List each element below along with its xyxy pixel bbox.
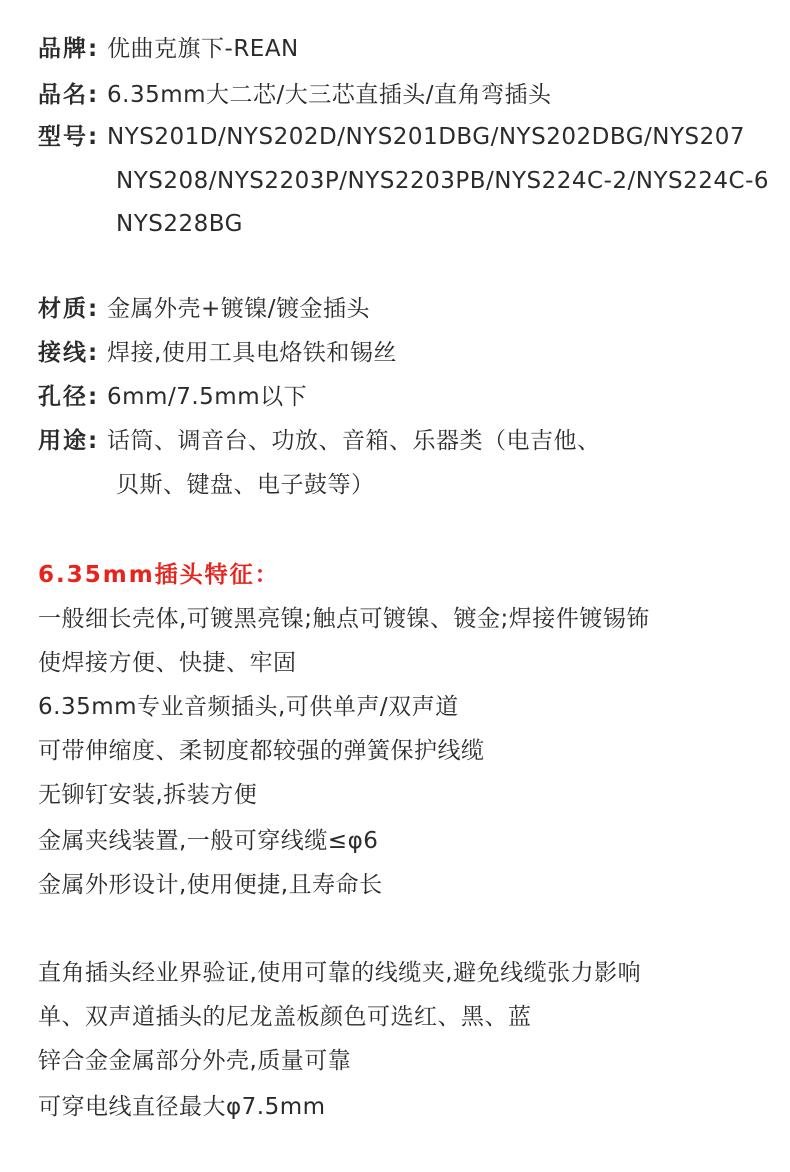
feature-line: 金属外形设计,使用便捷,且寿命长 xyxy=(38,872,383,898)
model-value-line-3: NYS228BG xyxy=(116,211,243,237)
feature-line: 无铆钉安装,拆装方便 xyxy=(38,782,258,808)
model-value-line-2: NYS208/NYS2203P/NYS2203PB/NYS224C-2/NYS224C-6 xyxy=(116,168,770,194)
material-row xyxy=(38,292,370,326)
product-name-value: 6.35mm大二芯/大三芯直插头/直角弯插头 xyxy=(107,82,552,108)
wiring-value: 焊接,使用工具电烙铁和锡丝 xyxy=(107,340,397,366)
wiring-row xyxy=(38,336,397,370)
right-angle-line: 锌合金金属部分外壳,质量可靠 xyxy=(38,1048,352,1074)
hole-value: 6mm/7.5mm以下 xyxy=(107,384,308,410)
hole-row xyxy=(38,380,307,414)
feature-line: 一般细长壳体,可镀黑亮镍;触点可镀镍、镀金;焊接件镀锡钸 xyxy=(38,606,650,632)
usage-value-line-2: 贝斯、键盘、电子鼓等） xyxy=(116,472,375,498)
product-name-label: 品名: xyxy=(38,82,100,108)
feature-line: 可带伸缩度、柔韧度都较强的弹簧保护线缆 xyxy=(38,738,485,764)
right-angle-line: 直角插头经业界验证,使用可靠的线缆夹,避免线缆张力影响 xyxy=(38,960,642,986)
usage-label: 用途: xyxy=(38,428,100,454)
right-angle-line: 可穿电线直径最大φ7.5mm xyxy=(38,1094,326,1120)
model-row xyxy=(38,120,745,154)
model-value-line-1: NYS201D/NYS202D/NYS201DBG/NYS202DBG/NYS207 xyxy=(107,124,746,150)
feature-line: 使焊接方便、快捷、牢固 xyxy=(38,650,297,676)
right-angle-line: 单、双声道插头的尼龙盖板颜色可选红、黑、蓝 xyxy=(38,1004,532,1030)
feature-line: 6.35mm专业音频插头,可供单声/双声道 xyxy=(38,694,459,720)
material-value: 金属外壳+镀镍/镀金插头 xyxy=(107,296,371,322)
feature-line: 金属夹线装置,一般可穿线缆≤φ6 xyxy=(38,828,379,854)
usage-row xyxy=(38,424,601,458)
model-label: 型号: xyxy=(38,124,100,150)
usage-value-line-1: 话筒、调音台、功放、音箱、乐器类（电吉他、 xyxy=(107,428,601,454)
material-label: 材质: xyxy=(38,296,100,322)
brand-label: 品牌: xyxy=(38,36,100,62)
wiring-label: 接线: xyxy=(38,340,100,366)
hole-label: 孔径: xyxy=(38,384,100,410)
brand-value: 优曲克旗下-REAN xyxy=(107,36,299,62)
product-name-row xyxy=(38,78,552,112)
features-heading: 6.35mm插头特征： xyxy=(38,562,280,588)
brand-row xyxy=(38,32,299,66)
